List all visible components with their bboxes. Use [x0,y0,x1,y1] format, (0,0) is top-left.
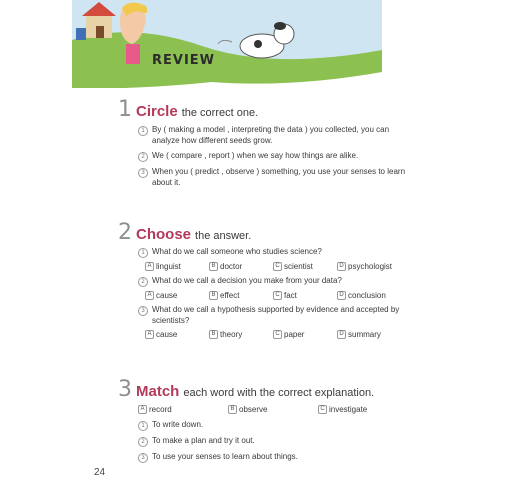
question [118,452,418,463]
match-word-text: record [149,405,172,414]
answer-option[interactable] [209,262,273,271]
answer-option[interactable] [337,330,401,339]
option-text: conclusion [348,291,386,300]
answer-option[interactable] [337,291,401,300]
section-heading [118,220,418,245]
option-letter: D [337,291,346,300]
question [118,247,418,258]
option-text: summary [348,330,381,339]
option-text: scientist [284,262,313,271]
answer-option[interactable] [273,330,337,339]
question [118,436,418,447]
option-text: cause [156,330,178,339]
answer-options [118,291,418,300]
match-words [118,405,418,414]
answer-option[interactable] [209,291,273,300]
section-match [118,377,418,463]
question-text: When you ( predict , observe ) something, you use your senses to learn about it. [152,167,406,187]
match-word-text: investigate [329,405,368,414]
option-text: theory [220,330,243,339]
question-number: 2 [138,437,148,447]
option-letter: A [145,330,154,339]
match-word-text: observe [239,405,268,414]
option-letter: D [337,330,346,339]
section-verb: Circle [136,103,178,120]
section-heading [118,97,418,122]
answer-option[interactable] [145,291,209,300]
option-letter: C [318,405,327,414]
option-letter: B [209,262,218,271]
section-verb: Match [136,383,180,400]
question-text: What do we call a hypothesis supported by evidence and accepted by scientists? [152,305,400,325]
option-letter: C [273,262,282,271]
section-instruction: the correct one. [181,107,259,119]
option-letter: C [273,330,282,339]
option-text: effect [220,291,240,300]
section-circle [118,97,418,188]
option-text: cause [156,291,178,300]
question-number: 2 [138,152,148,162]
review-banner [72,0,382,88]
answer-option[interactable] [209,330,273,339]
option-letter: B [228,405,237,414]
review-banner-illustration [72,0,382,88]
question-text: To make a plan and try it out. [152,436,255,445]
answer-option[interactable] [273,291,337,300]
match-word[interactable] [318,405,408,414]
question-text: What do we call a decision you make from your data? [152,276,342,285]
answer-option[interactable] [273,262,337,271]
answer-option[interactable] [145,330,209,339]
question [118,305,418,326]
option-letter: A [138,405,147,414]
match-word[interactable] [138,405,228,414]
option-letter: C [273,291,282,300]
question-number: 1 [138,248,148,258]
question [118,151,418,162]
option-letter: A [145,262,154,271]
option-letter: B [209,330,218,339]
question-number: 3 [138,453,148,463]
option-text: linguist [156,262,181,271]
section-instruction: the answer. [195,230,252,242]
section-instruction: each word with the correct explanation. [183,387,375,399]
answer-option[interactable] [337,262,401,271]
banner-title: REVIEW [152,53,216,68]
match-word[interactable] [228,405,318,414]
question [118,167,418,188]
question [118,276,418,287]
option-text: paper [284,330,305,339]
section-verb: Choose [136,226,192,243]
option-text: fact [284,291,297,300]
section-choose [118,220,418,339]
page-number: 24 [94,467,106,478]
question-number: 3 [138,306,148,316]
question-text: To write down. [152,420,204,429]
question-number: 1 [138,126,148,136]
question-number: 3 [138,168,148,178]
option-text: doctor [220,262,243,271]
section-number: 2 [118,220,132,245]
section-number: 1 [118,97,132,122]
question [118,420,418,431]
question-number: 1 [138,421,148,431]
option-letter: A [145,291,154,300]
section-heading [118,377,418,402]
question [118,125,418,146]
option-text: psychologist [348,262,393,271]
question-text: By ( making a model , interpreting the data ) you collected, you can analyze how different seeds grow. [152,125,390,145]
question-number: 2 [138,277,148,287]
answer-options [118,262,418,271]
option-letter: B [209,291,218,300]
question-text: What do we call someone who studies science? [152,247,322,256]
question-text: We ( compare , report ) when we say how things are alike. [152,151,359,160]
section-number: 3 [118,377,132,402]
answer-option[interactable] [145,262,209,271]
option-letter: D [337,262,346,271]
question-text: To use your senses to learn about things. [152,452,298,461]
answer-options [118,330,418,339]
